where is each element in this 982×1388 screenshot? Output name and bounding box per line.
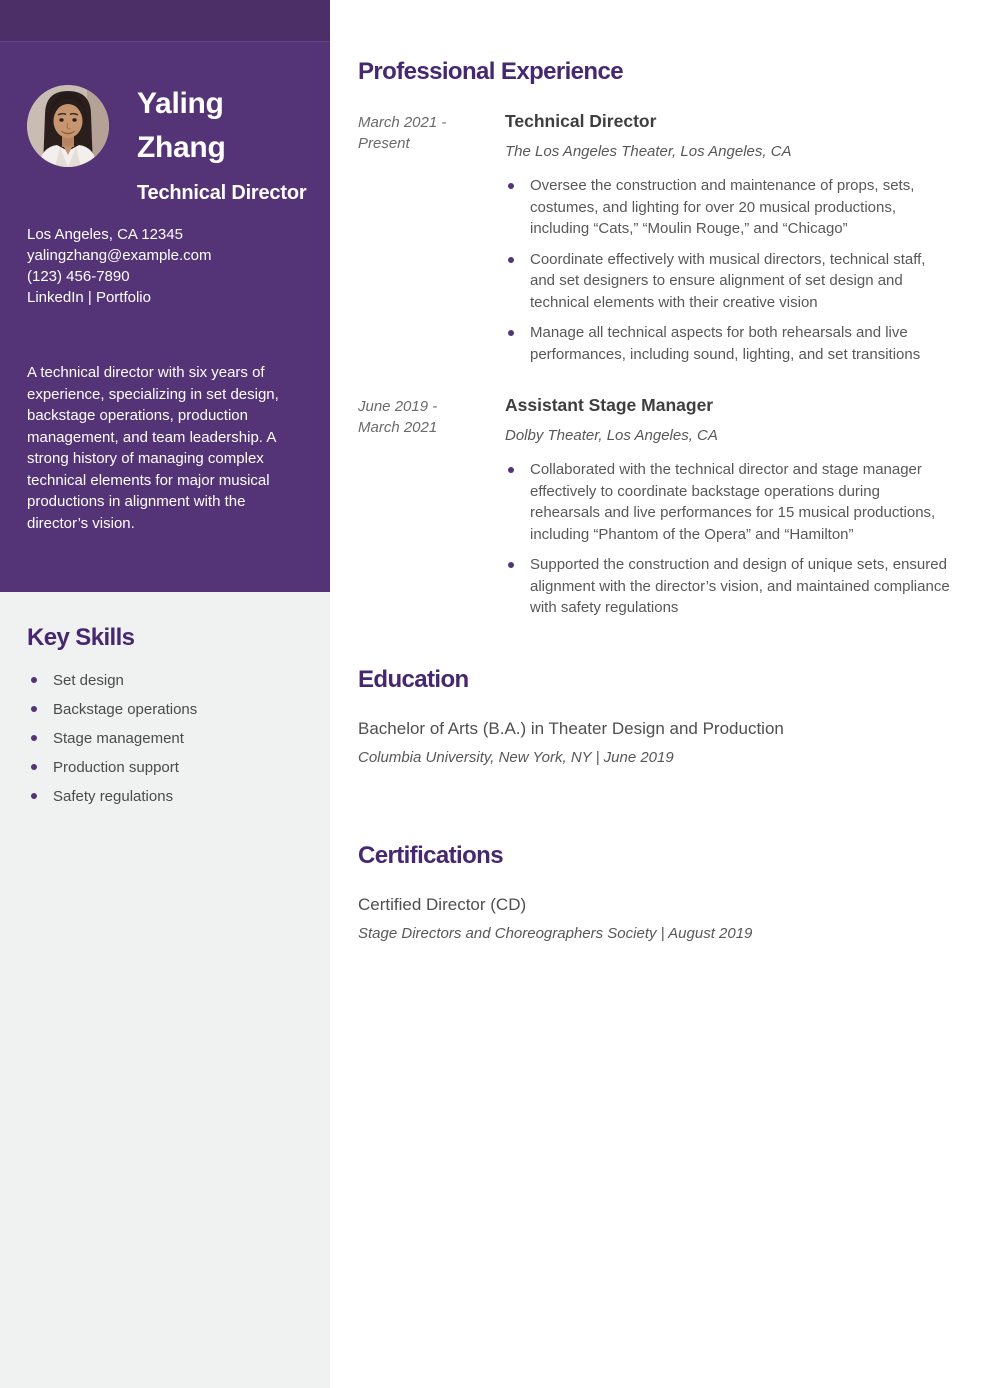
bullet-icon [508,467,514,473]
skill-label: Production support [53,759,179,776]
bullet-icon [508,562,514,568]
portfolio-link[interactable]: Portfolio [95,289,151,306]
education-heading: Education [358,665,469,693]
entry-bullets [505,459,952,619]
skill-label: Backstage operations [53,701,198,718]
contact-block [0,224,330,308]
profile-photo [27,85,109,167]
experience-entry [358,394,952,628]
bullet-icon [31,735,37,741]
contact-email: yalingzhang@example.com [27,247,212,264]
skill-label: Set design [53,672,124,689]
entry-job-title: Technical Director [505,111,657,131]
bullet-text: Coordinate effectively with musical directors, technical staff, and set designers to ensure alignment of set design and technical elements with their creative vision [530,250,926,311]
bullet-text: Manage all technical aspects for both rehearsals and live performances, including sound, lighting, and set transitions [530,324,921,363]
profile-header [0,42,330,208]
certifications-heading: Certifications [358,841,503,869]
certification-name: Certified Director (CD) [358,894,527,914]
skill-item [27,670,310,691]
certification-details: Stage Directors and Choreographers Society | August 2019 [358,924,753,942]
skill-item [27,728,310,749]
bullet-icon [31,764,37,770]
bullet-icon [31,793,37,799]
bullet-icon [31,677,37,683]
bullet-text: Supported the construction and design of unique sets, ensured alignment with the director’s vision, and maintained compliance with safety regulations [530,556,950,616]
bullet-item [505,459,952,545]
contact-phone: (123) 456-7890 [27,268,130,285]
bullet-item [505,322,952,365]
key-skills-heading: Key Skills [27,624,135,651]
main-content [330,0,982,1388]
profile-photo-illustration [27,85,109,167]
entry-bullets [505,175,952,365]
profile-summary: A technical director with six years of experience, specializing in set design, backstage operations, production management, and team leadership. A strong history of managing complex technical elements for major musical productions in alignment with the director’s vision. [27,364,279,532]
sidebar-purple-panel [0,0,330,592]
education-details: Columbia University, New York, NY | June 2019 [358,748,674,766]
skill-item [27,786,310,807]
entry-details [505,394,952,628]
experience-heading: Professional Experience [358,58,623,85]
bullet-text: Oversee the construction and maintenance of props, sets, costumes, and lighting for over 20 musical productions, including “Cats,” “Moulin Rouge,” and “Chicago” [530,177,915,237]
bullet-icon [508,257,514,263]
experience-section [358,56,952,628]
skill-item [27,757,310,778]
bullet-item [505,249,952,314]
entry-company: The Los Angeles Theater, Los Angeles, CA [505,143,792,160]
entry-company: Dolby Theater, Los Angeles, CA [505,427,718,444]
bullet-text: Collaborated with the technical director and stage manager effectively to coordinate backstage operations during rehearsals and live performances for 15 musical productions, including “Phantom of the Opera” and “Hamilton” [530,461,936,543]
contact-location: Los Angeles, CA 12345 [27,226,183,243]
entry-details [505,110,952,374]
person-job-title: Technical Director [137,182,307,204]
bullet-icon [31,706,37,712]
skill-item [27,699,310,720]
bullet-item [505,554,952,619]
entry-dates: June 2019 - March 2021 [358,398,438,436]
link-separator: | [83,289,96,306]
bullet-icon [508,183,514,189]
skill-label: Safety regulations [53,788,174,805]
contact-links [27,287,330,308]
education-degree: Bachelor of Arts (B.A.) in Theater Design and Production [358,718,784,738]
experience-entry [358,110,952,374]
linkedin-link[interactable]: LinkedIn [27,289,84,306]
sidebar-top-band [0,0,330,42]
education-section [358,664,952,768]
person-name: Yaling Zhang [137,87,226,164]
entry-job-title: Assistant Stage Manager [505,395,714,415]
certifications-section [358,840,952,944]
sidebar-gray-panel [0,592,330,1388]
skill-label: Stage management [53,730,184,747]
bullet-icon [508,330,514,336]
name-block [137,82,309,208]
bullet-item [505,175,952,240]
skills-list [27,670,310,807]
entry-dates: March 2021 - Present [358,114,447,152]
sidebar [0,0,330,1388]
